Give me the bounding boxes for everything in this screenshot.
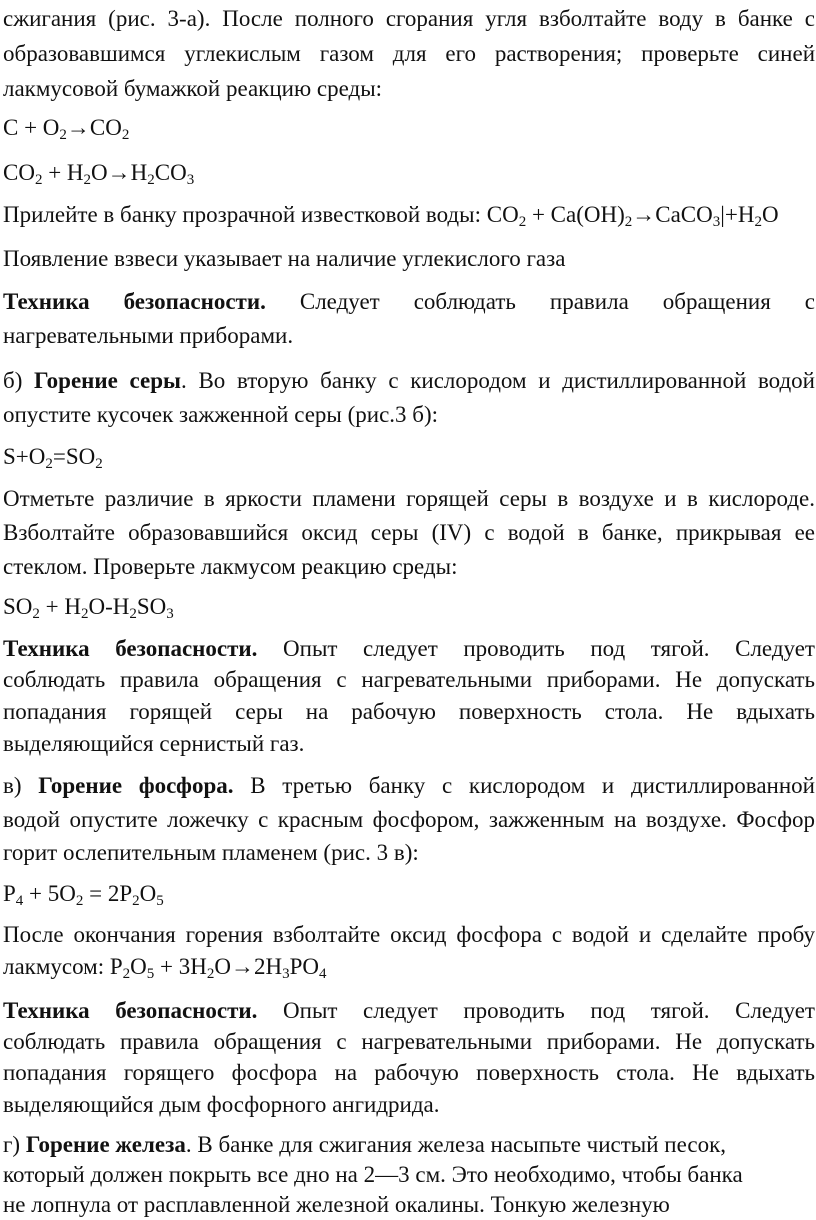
paragraph-line: стеклом. Проверьте лакмусом реакцию среды: xyxy=(3,554,458,579)
paragraph-line: горит ослепительным пламенем (рис. 3 в): xyxy=(3,840,419,865)
paragraph-line: лакмусовой бумажкой реакцию среды: xyxy=(3,76,383,101)
paragraph-line: опустите кусочек зажженной серы (рис.3 б): xyxy=(3,402,439,427)
section-line: в) Горение фосфора. В третью банку с кислородом и дистиллированной xyxy=(3,773,815,798)
equation-line: $SO_2 + H_2O-H_2SO_3$ xyxy=(3,594,174,622)
paragraph-line: выделяющийся дым фосфорного ангидрида. xyxy=(3,1092,440,1117)
paragraph-line: Взболтайте образовавшийся оксид серы (IV) с водой в банке, прикрывая ее xyxy=(3,520,815,545)
paragraph-line: Прилейте в банку прозрачной известковой воды: $CO_2$ + $Ca(OH)_2\to CaCO_3|+H_2O$ xyxy=(3,202,779,230)
paragraph-line: который должен покрыть все дно на 2—3 см. Это необходимо, чтобы банка xyxy=(3,1162,743,1187)
paragraph-line: попадания горящей серы на рабочую поверхность стола. Не вдыхать xyxy=(3,699,815,724)
section-heading: Горение фосфора. xyxy=(38,773,234,798)
section-heading: Горение серы xyxy=(34,368,182,393)
safety-line: Техника безопасности. Опыт следует проводить под тягой. Следует xyxy=(3,636,815,661)
paragraph-line: Появление взвеси указывает на наличие углекислого газа xyxy=(3,246,566,271)
section-line: г) Горение железа. В банке для сжигания железа насыпьте чистый песок, xyxy=(3,1132,727,1157)
paragraph-line: нагревательными приборами. xyxy=(3,323,294,348)
safety-line: Техника безопасности. Опыт следует проводить под тягой. Следует xyxy=(3,998,815,1023)
paragraph-line: попадания горящего фосфора на рабочую поверхность стола. Не вдыхать xyxy=(3,1060,815,1085)
equation-line: $CO_2 + H_2O\to H_2CO_3$ xyxy=(3,160,195,188)
paragraph-line: сжигания (рис. 3-а). После полного сгорания угля взболтайте воду в банке с xyxy=(3,6,815,31)
paragraph-line: После окончания горения взболтайте оксид фосфора с водой и сделайте пробу xyxy=(3,922,815,947)
safety-heading: Техника безопасности. xyxy=(3,289,266,314)
paragraph-line: Отметьте различие в яркости пламени горящей серы в воздухе и в кислороде. xyxy=(3,486,815,511)
equation-line: лакмусом: $P_2O_5 + 3H_2O\to 2H_3PO_4$ xyxy=(3,954,327,982)
safety-heading: Техника безопасности. xyxy=(3,998,258,1023)
equation-line: $P_4 + 5O_2 = 2P_2O_5$ xyxy=(3,881,164,909)
section-line: б) Горение серы. Во вторую банку с кислородом и дистиллированной водой xyxy=(3,368,815,393)
equation-line: $S+O_2=SO_2$ xyxy=(3,444,103,472)
safety-heading: Техника безопасности. xyxy=(3,636,258,661)
paragraph-line: водой опустите ложечку с красным фосфором, зажженным на воздухе. Фосфор xyxy=(3,807,815,832)
equation-line: $C + O_2\to CO_2$ xyxy=(3,115,130,143)
safety-line: Техника безопасности. Следует соблюдать правила обращения с xyxy=(3,289,815,314)
paragraph-line: не лопнула от расплавленной железной окалины. Тонкую железную xyxy=(3,1192,670,1217)
paragraph-line: соблюдать правила обращения с нагревательными приборами. Не допускать xyxy=(3,667,815,692)
section-heading: Горение железа xyxy=(25,1132,186,1157)
paragraph-line: образовавшимся углекислым газом для его растворения; проверьте синей xyxy=(3,41,815,66)
paragraph-line: выделяющийся сернистый газ. xyxy=(3,731,305,756)
paragraph-line: соблюдать правила обращения с нагревательными приборами. Не допускать xyxy=(3,1029,815,1054)
